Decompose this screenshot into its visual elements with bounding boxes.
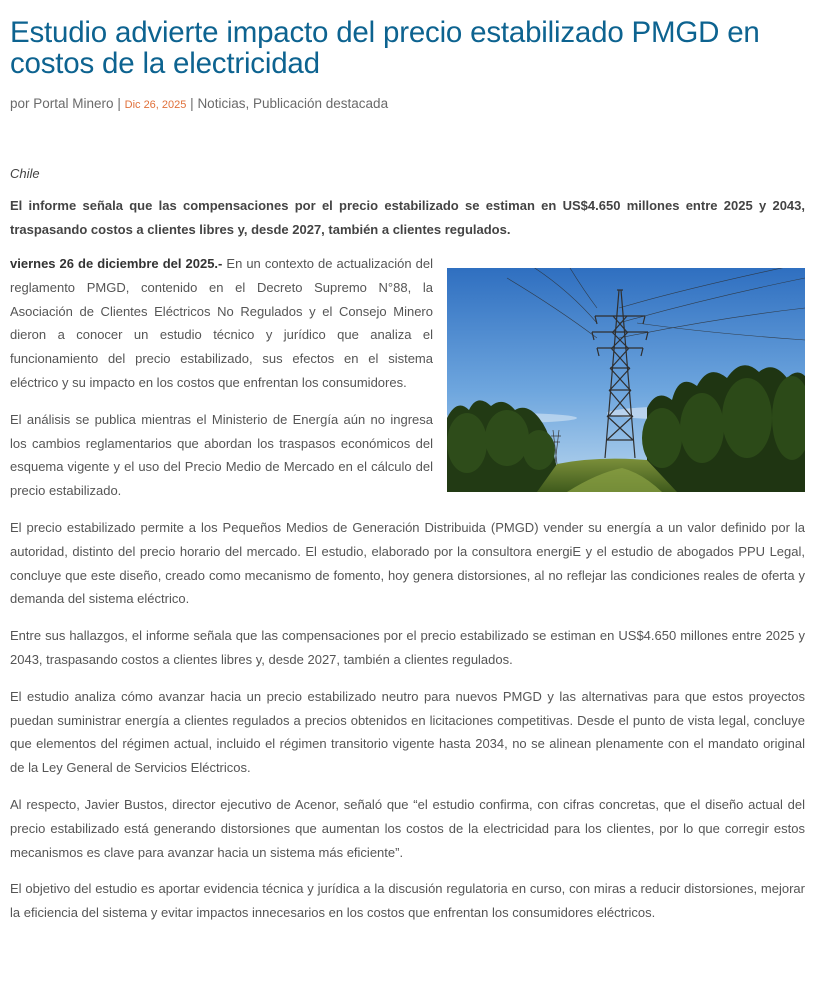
author-link[interactable]: Portal Minero [33, 96, 114, 111]
category-link-destacada[interactable]: Publicación destacada [252, 96, 389, 111]
meta-by: por [10, 96, 30, 111]
body-paragraph-6: Al respecto, Javier Bustos, director ejecutivo de Acenor, señaló que “el estudio confirma, con cifras concretas, que el diseño actual del precio estabilizado está generando distorsiones que aumentan los costos de la electricidad para los clientes, por lo que corregir estos mecanismos es clave para avanzar hacia un sistema más eficiente”. [10, 796, 805, 860]
publish-date: Dic 26, 2025 [124, 99, 187, 111]
body-paragraph-3: El precio estabilizado permite a los Pequeños Medios de Generación Distribuida (PMGD) vender su energía a un valor definido por la autoridad, distinto del precio horario del mercado. El estudio, elaborado por la consultora energiE y el estudio de abogados PPU Legal, concluye que este diseño, creado como mecanismo de fomento, hoy genera distorsiones, al no reflejar las condiciones reales de oferta y demanda del sistema eléctrico. [10, 519, 805, 607]
body-paragraph-5: El estudio analiza cómo avanzar hacia un precio estabilizado neutro para nuevos PMGD y las alternativas para que estos proyectos puedan suministrar energía a clientes regulados a precios obtenidos en licitaciones competitivas. Desde el punto de vista legal, concluye que elementos del régimen actual, incluido el régimen transitorio vigente hasta 2034, no se alinean plenamente con el mandato original de la Ley General de Servicios Eléctricos. [10, 688, 805, 776]
article-body [10, 252, 805, 925]
power-tower-photo [447, 268, 805, 492]
article-lead: El informe señala que las compensaciones por el precio estabilizado se estiman en US$4.650 millones entre 2025 y 2043, traspasando costos a clientes libres y, desde 2027, también a clientes regulados. [10, 198, 805, 237]
article-location: Chile [10, 166, 40, 181]
body-paragraph-7: El objetivo del estudio es aportar evidencia técnica y jurídica a la discusión regulatoria en curso, con miras a reducir distorsiones, mejorar la eficiencia del sistema y evitar impactos innecesarios en los costos que enfrentan los consumidores eléctricos. [10, 881, 805, 921]
body-paragraph-4: Entre sus hallazgos, el informe señala que las compensaciones por el precio estabilizado se estiman en US$4.650 millones entre 2025 y 2043, traspasando costos a clientes libres y, desde 2027, también a clientes regulados. [10, 628, 805, 667]
body-paragraph-2: El análisis se publica mientras el Ministerio de Energía aún no ingresa los cambios reglamentarios que abordan los traspasos económicos del esquema vigente y el uso del Precio Medio de Mercado en el cálculo del precio estabilizado. [10, 411, 433, 499]
meta-comma: , [245, 96, 250, 111]
category-link-noticias[interactable]: Noticias [197, 96, 246, 111]
meta-separator: | [190, 96, 194, 111]
article-meta [10, 96, 805, 113]
article-dateline: viernes 26 de diciembre del 2025.- [10, 256, 223, 271]
meta-separator: | [117, 96, 121, 111]
body-text-1: En un contexto de actualización del reglamento PMGD, contenido en el Decreto Supremo N°88, la Asociación de Clientes Eléctricos No Regulados y el Consejo Minero dieron a conocer un estudio técnico y jurídico que analiza el funcionamiento del precio estabilizado, sus efectos en el sistema eléctrico y su impacto en los costos que enfrentan los consumidores. [10, 256, 434, 390]
article-title: Estudio advierte impacto del precio estabilizado PMGD en costos de la electricidad [10, 16, 760, 80]
